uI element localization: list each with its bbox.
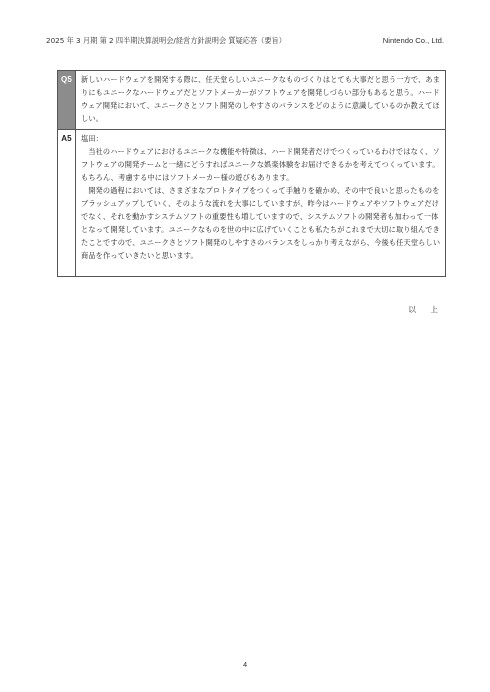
question-text: 新しいハードウェアを開発する際に、任天堂らしいユニークなものづくりはとても大事だと思う一方で、あまりにもユニークなハードウェアだとソフトメーカーがソフトウェアを開発しづらい部分もあると思う。ハードウェア開発において、ユニークさとソフト開発のしやすさのバランスをどのように意識しているのか教えてほしい。: [76, 71, 446, 130]
question-row: [58, 71, 446, 130]
qa-table: [57, 70, 446, 277]
answer-speaker: 塩田：: [81, 134, 104, 143]
answer-paragraph: 当社のハードウェアにおけるユニークな機能や特徴は、ハード開発者だけでつくっているわけではなく、ソフトウェアの開発チームと一緒にどうすればユニークな娯楽体験をお届けできるかを考えてつくっています。もちろん、考慮する中にはソフトメーカー様の遊びもあります。: [81, 147, 440, 182]
answer-label: A5: [58, 130, 76, 277]
closing-mark: 以 上: [408, 305, 444, 314]
answer-paragraph: 開発の過程においては、さまざまなプロトタイプをつくって手触りを確かめ、その中で良いと思ったものをブラッシュアップしていく、そのような流れを大事にしていますが、昨今はハードウェアやソフトウェアだけでなく、それを動かすシステムソフトの重要性も増していますので、システムソフトの開発者も加わって一体となって開発しています。ユニークなものを世の中に広げていくことも私たちがこれまで大切に取り組んできたことですので、ユニークさとソフト開発のしやすさのバランスをしっかり考えながら、今後も任天堂らしい商品を作っていきたいと思います。: [81, 186, 441, 260]
question-label: Q5: [58, 71, 76, 130]
company-name: Nintendo Co., Ltd.: [382, 36, 444, 45]
document-title: 2025 年 3 月期 第 2 四半期決算説明会/経営方針説明会 質疑応答（要旨）: [46, 36, 286, 45]
page-number: 4: [242, 660, 248, 669]
answer-row: [58, 130, 446, 277]
answer-cell: [76, 130, 446, 277]
